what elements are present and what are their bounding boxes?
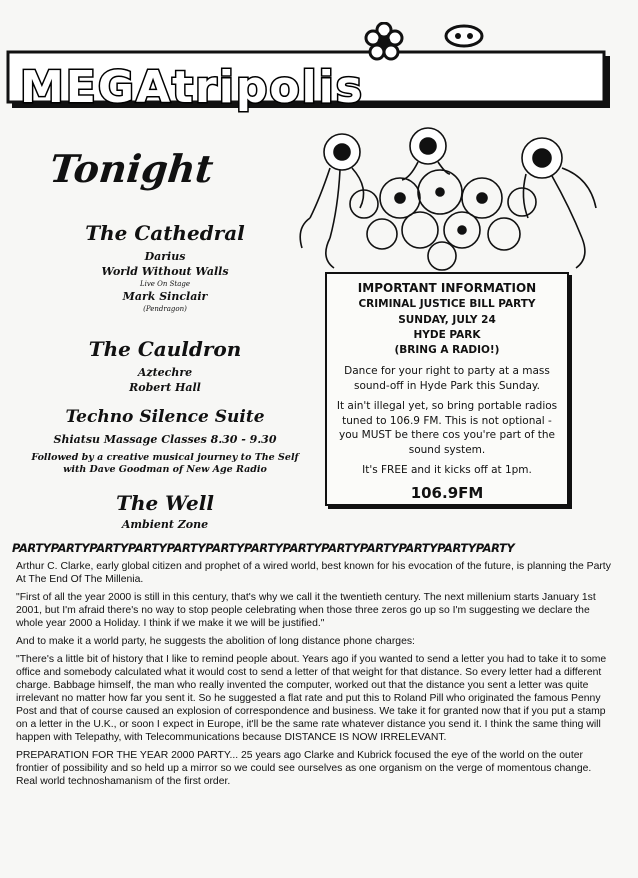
info-paragraph: It ain't illegal yet, so bring portable radios tuned to 106.9 FM. This is not optional - you MUST be there cos you're part of the sound system. xyxy=(336,400,558,456)
act-note: Live On Stage xyxy=(139,279,191,288)
info-location: HYDE PARK xyxy=(413,328,481,341)
creatures-illustration xyxy=(290,118,610,278)
act: with Dave Goodman of New Age Radio xyxy=(63,464,267,476)
act: World Without Walls xyxy=(101,264,229,278)
article-paragraph: Arthur C. Clarke, early global citizen and prophet of a wired world, best known for his evocation of the future, is planning the Party At The End Of The Millenia. xyxy=(16,561,611,585)
important-information-box xyxy=(325,272,569,506)
act: Followed by a creative musical journey to The Self xyxy=(31,451,299,463)
act: Mark Sinclair xyxy=(122,290,208,304)
party-banner: PARTYPARTYPARTYPARTYPARTYPARTYPARTYPARTYPARTYPARTYPARTYPARTYPARTY xyxy=(12,541,515,555)
act: Shiatsu Massage Classes 8.30 - 9.30 xyxy=(53,432,277,446)
venue-name: The Cauldron xyxy=(88,337,242,361)
article xyxy=(16,560,614,793)
venue-techno-silence-suite xyxy=(20,408,310,477)
masthead xyxy=(6,22,616,114)
tonight-heading: Tonight xyxy=(47,146,216,191)
venue-name: The Well xyxy=(116,491,214,515)
venue-cathedral xyxy=(20,222,310,313)
info-heading: IMPORTANT INFORMATION xyxy=(357,281,537,295)
info-frequency: 106.9FM xyxy=(410,483,484,502)
masthead-title: MEGAtripolis xyxy=(20,62,364,113)
venue-cauldron xyxy=(20,338,310,396)
info-date: SUNDAY, JULY 24 xyxy=(398,313,496,326)
venue-name: The Cathedral xyxy=(85,221,245,245)
info-paragraph: It's FREE and it kicks off at 1pm. xyxy=(362,464,532,477)
act: Darius xyxy=(144,250,186,263)
act-note: (Pendragon) xyxy=(143,304,187,313)
article-paragraph: And to make it a world party, he suggests the abolition of long distance phone charges: xyxy=(16,636,415,647)
info-note: (BRING A RADIO!) xyxy=(394,344,500,357)
venue-name: Techno Silence Suite xyxy=(65,407,265,427)
info-paragraph: Dance for your right to party at a mass sound-off in Hyde Park this Sunday. xyxy=(344,365,550,392)
venue-the-well xyxy=(20,492,310,533)
act: Robert Hall xyxy=(129,380,201,394)
article-paragraph: "First of all the year 2000 is still in this century, that's why we call it the twentieth century. The next millenium starts January 1st 2001, but I'm afraid there's no way to stop people celebrating when those three zeros go up so I'm suggesting we declare the whole year 2000 a Holiday. I think if we make it we will be justified." xyxy=(16,592,596,629)
article-paragraph: "There's a little bit of history that I like to remind people about. Years ago if you wanted to send a letter you had to take it to some office and somebody calculated what it would cost to send a letter of that weight for that distance. So every letter had a different charge. Babbage himself, the man who really invented the computer, worked out that the distance you sent a letter was quite irrelevant no matter how far you sent it. So he suggested a flat rate and put this to Roland Pill who originated the famous Penny Post and that of course caused an explosion of correspondence and business. We take it for granted now that if you put a stamp on a letter in the U.K., or soon I expect in Europe, it'll be the same rate whatever distance you send it. I think the same thing will happen with Telepathy, with Telecommunications because DISTANCE IS NOW IRRELEVANT. xyxy=(16,654,607,743)
article-paragraph: PREPARATION FOR THE YEAR 2000 PARTY... 25 years ago Clarke and Kubrick focused the eye of the world on the outer frontier of possibility and so held up a mirror so we could see ourselves as one organism on the verge of momentous change. Real world technoshamanism of the first order. xyxy=(16,750,592,787)
act: Aztechre xyxy=(137,366,193,379)
info-event: CRIMINAL JUSTICE BILL PARTY xyxy=(358,298,536,311)
info-body xyxy=(335,364,559,477)
act: Ambient Zone xyxy=(121,518,209,531)
